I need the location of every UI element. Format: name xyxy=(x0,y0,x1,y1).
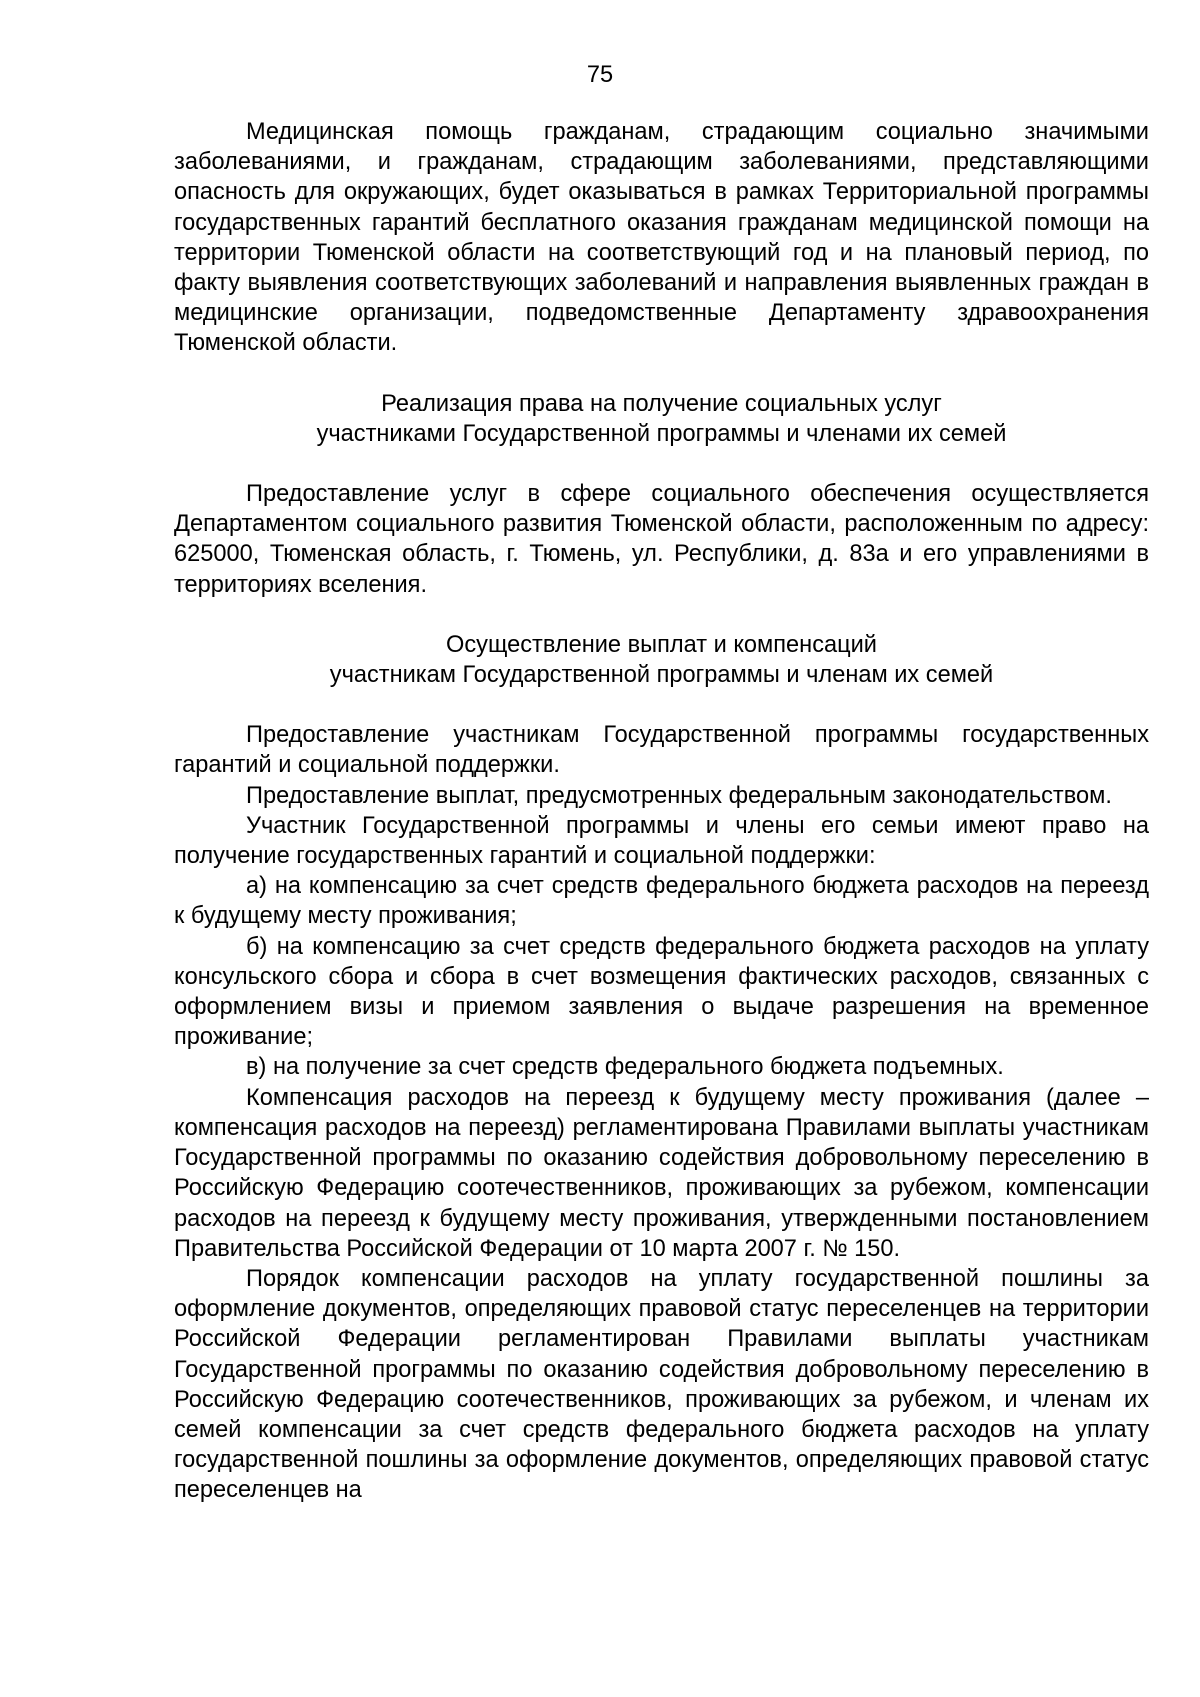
paragraph-social-services: Предоставление услуг в сфере социального обеспечения осуществляется Департаментом социального развития Тюменской области, расположенным по адресу: 625000, Тюменская область, г. Тюмень, ул. Республики, д. 83а и его управлениями в территориях вселения. xyxy=(174,481,1149,598)
paragraph-participant-rights: Участник Государственной программы и члены его семьи имеют право на получение государственных гарантий и социальной поддержки: xyxy=(174,812,1149,870)
list-item-a: а) на компенсацию за счет средств федерального бюджета расходов на переезд к будущему месту проживания; xyxy=(174,873,1149,930)
section-heading-payments xyxy=(174,630,1149,690)
heading-line-2: участниками Государственной программы и членами их семей xyxy=(316,420,1007,447)
paragraph-guarantees: Предоставление участникам Государственной программы государственных гарантий и социальной поддержки. xyxy=(174,722,1149,779)
paragraph-federal-payments: Предоставление выплат, предусмотренных федеральным законодательством. xyxy=(246,782,1112,809)
paragraph-relocation-compensation: Компенсация расходов на переезд к будущему месту проживания (далее – компенсация расходов на переезд) регламентирована Правилами выплаты участникам Государственной программы по оказанию содействия добровольному переселению в Российскую Федерацию соотечественников, проживающих за рубежом, компенсации расходов на переезд к будущему месту проживания, утвержденными постановлением Правительства Российской Федерации от 10 марта 2007 г. № 150. xyxy=(174,1084,1149,1262)
heading-line-1: Реализация права на получение социальных услуг xyxy=(381,390,942,417)
paragraph-duty-compensation: Порядок компенсации расходов на уплату государственной пошлины за оформление документов, определяющих правовой статус переселенцев на территории Российской Федерации регламентирован Правилами выплаты участникам Государственной программы по оказанию содействия добровольному переселению в Российскую Федерацию соотечественников, проживающих за рубежом, и членам их семей компенсации за счет средств федерального бюджета расходов на уплату государственной пошлины за оформление документов, определяющих правовой статус переселенцев на xyxy=(174,1265,1149,1504)
paragraph-medical-care: Медицинская помощь гражданам, страдающим социально значимыми заболеваниями, и гражданам, страдающим заболеваниями, представляющими опасность для окружающих, будет оказываться в рамках Территориальной программы государственных гарантий бесплатного оказания гражданам медицинской помощи на территории Тюменской области на соответствующий год и на плановый период, по факту выявления соответствующих заболеваний и направления выявленных граждан в медицинские организации, подведомственные Департаменту здравоохранения Тюменской области. xyxy=(174,119,1149,357)
document-body xyxy=(174,117,1149,1506)
heading-line-1: Осуществление выплат и компенсаций xyxy=(446,631,877,658)
list-item-c: в) на получение за счет средств федерального бюджета подъемных. xyxy=(246,1054,1004,1081)
heading-line-2: участникам Государственной программы и членам их семей xyxy=(329,662,994,689)
section-heading-social-services xyxy=(174,389,1149,449)
list-item-b: б) на компенсацию за счет средств федерального бюджета расходов на уплату консульского сбора и сбора в счет возмещения фактических расходов, связанных с оформлением визы и приемом заявления о выдаче разрешения на временное проживание; xyxy=(174,933,1149,1051)
page-number: 75 xyxy=(586,62,614,88)
